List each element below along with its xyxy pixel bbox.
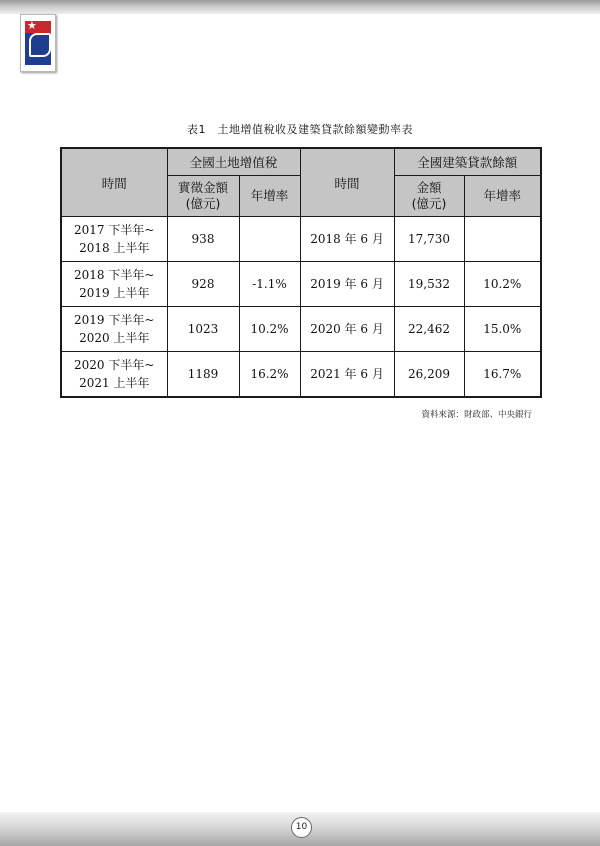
loan-amount-cell: 22,462 [394,307,464,352]
tax-loan-table [60,147,542,398]
period-line2: 2021 上半年 [79,376,150,390]
tax-amount-cell: 938 [167,217,239,262]
header-loan-amount [394,176,464,217]
table-row [61,352,541,398]
month-cell: 2021 年 6 月 [300,352,394,398]
header-loan-growth: 年增率 [464,176,541,217]
period-line2: 2018 上半年 [79,241,150,255]
page-number: 10 [291,817,312,838]
tax-amount-cell: 928 [167,262,239,307]
top-decorative-bar [0,0,600,14]
period-line1: 2017 下半年~ [74,223,155,237]
loan-growth-cell: 15.0% [464,307,541,352]
tax-amount-cell: 1023 [167,307,239,352]
source-note: 資料來源：財政部、中央銀行 [421,410,532,420]
tax-growth-cell: 16.2% [239,352,300,398]
tax-growth-cell: 10.2% [239,307,300,352]
header-tax-amount-line1: 實徵金額 [177,180,228,195]
star-icon: ★ [27,19,37,32]
loan-growth-cell [464,217,541,262]
table-row [61,307,541,352]
period-line1: 2019 下半年~ [74,313,155,327]
period-cell [61,307,167,352]
loan-amount-cell: 19,532 [394,262,464,307]
tax-amount-cell: 1189 [167,352,239,398]
loan-growth-cell: 10.2% [464,262,541,307]
month-cell: 2019 年 6 月 [300,262,394,307]
header-time-left: 時間 [61,148,167,217]
loan-amount-cell: 17,730 [394,217,464,262]
header-tax-amount-line2: (億元) [185,196,221,211]
publisher-logo [20,14,56,72]
period-cell [61,352,167,398]
loan-amount-cell: 26,209 [394,352,464,398]
logo-mark-icon [29,33,51,57]
period-line1: 2018 下半年~ [74,268,155,282]
month-cell: 2018 年 6 月 [300,217,394,262]
period-cell [61,262,167,307]
period-line2: 2019 上半年 [79,286,150,300]
logo-emblem [25,21,51,65]
header-tax-amount [167,176,239,217]
period-line1: 2020 下半年~ [74,358,155,372]
header-land-tax-group: 全國土地增值稅 [167,148,300,176]
header-loan-amount-line2: (億元) [411,196,447,211]
header-tax-growth: 年增率 [239,176,300,217]
table-row [61,217,541,262]
header-loan-amount-line1: 金額 [416,180,442,195]
period-line2: 2020 上半年 [79,331,150,345]
tax-growth-cell: -1.1% [239,262,300,307]
header-loan-group: 全國建築貸款餘額 [394,148,541,176]
table-header-row [61,148,541,176]
month-cell: 2020 年 6 月 [300,307,394,352]
tax-growth-cell [239,217,300,262]
table-row [61,262,541,307]
header-time-right: 時間 [300,148,394,217]
table-title: 表1 土地增值稅收及建築貸款餘額變動率表 [187,123,413,136]
loan-growth-cell: 16.7% [464,352,541,398]
period-cell [61,217,167,262]
